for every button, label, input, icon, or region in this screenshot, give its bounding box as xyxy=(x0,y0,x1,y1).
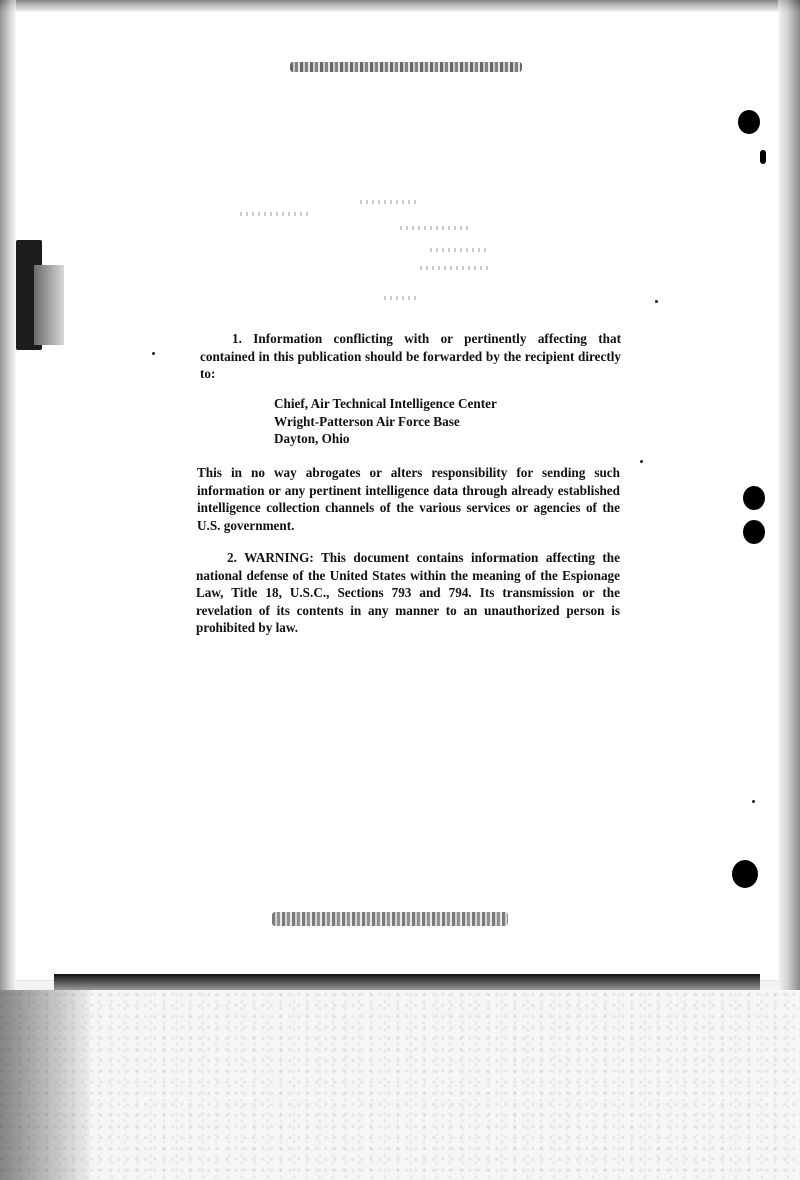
lower-scan-shadow xyxy=(0,990,90,1180)
address-line: Dayton, Ohio xyxy=(274,431,350,446)
address-line: Wright-Patterson Air Force Base xyxy=(274,413,460,429)
speck xyxy=(152,352,155,355)
speck xyxy=(655,300,658,303)
speck xyxy=(752,800,755,803)
scan-edge-top xyxy=(0,0,800,12)
faint-show-through xyxy=(420,266,490,270)
faint-show-through xyxy=(360,200,420,204)
paragraph-1: 1. Information conflicting with or pertinently affecting that contained in this publication should be forwarded by the recipient directly to: xyxy=(200,331,621,381)
faint-show-through xyxy=(430,248,490,252)
paragraph-warning: 2. WARNING: This document contains information affecting the national defense of the United States within the meaning of the Espionage Law, Title 18, U.S.C., Sections 793 and 794. Its transmission or the revelation of its contents in any manner to an unauthorized person is prohibited by law. xyxy=(196,550,620,635)
speck xyxy=(640,460,643,463)
ink-blot xyxy=(760,150,766,164)
ink-blot xyxy=(732,860,758,888)
punch-hole xyxy=(743,520,765,544)
faint-show-through xyxy=(384,296,420,300)
address-line: Chief, Air Technical Intelligence Center xyxy=(274,396,497,411)
paragraph-responsibility: This in no way abrogates or alters responsibility for sending such information or any pertinent intelligence data through already established intelligence collection channels of the various services or agencies of the U.S. government. xyxy=(197,465,620,533)
faint-show-through xyxy=(400,226,470,230)
lower-scan-noise xyxy=(0,990,800,1180)
recipient-address xyxy=(274,395,497,448)
ink-blot xyxy=(738,110,760,134)
redacted-classification-mark-bottom xyxy=(272,912,508,926)
punch-hole xyxy=(743,486,765,510)
page-bottom-edge xyxy=(54,974,760,990)
redacted-classification-mark-top xyxy=(290,62,522,72)
faint-show-through xyxy=(240,212,310,216)
binding-tab-shadow xyxy=(34,265,64,345)
